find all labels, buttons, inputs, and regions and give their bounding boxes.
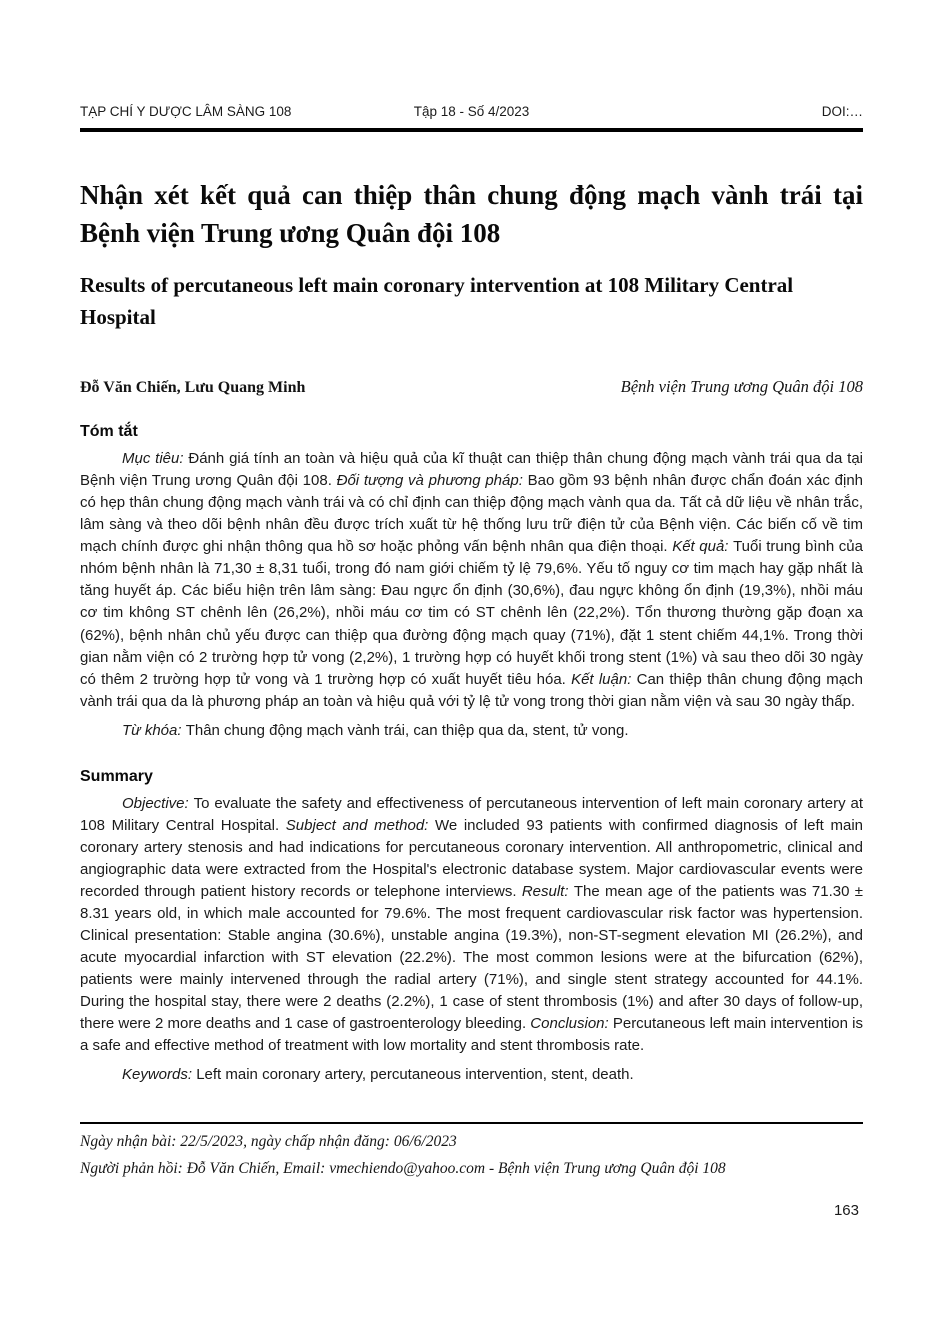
header-rule (80, 128, 863, 132)
affiliation: Bệnh viện Trung ương Quân đội 108 (620, 377, 863, 397)
received-accepted-dates: Ngày nhận bài: 22/5/2023, ngày chấp nhận đăng: 06/6/2023 (80, 1132, 457, 1150)
page-number: 163 (833, 1202, 859, 1219)
doi-label: DOI:… (821, 104, 863, 119)
abstract-heading-english: Summary (80, 767, 153, 785)
corresponding-author-line: Người phản hồi: Đỗ Văn Chiến, Email: vmechiendo@yahoo.com - Bệnh viện Trung ương Quân đội 108 (80, 1159, 726, 1177)
byline (80, 377, 863, 397)
abstract-vietnamese-text: Mục tiêu: Đánh giá tính an toàn và hiệu quả của kĩ thuật can thiệp thân chung động mạch vành trái qua da tại Bệnh viện Trung ương Quân đội 108. Đối tượng và phương pháp: Bao gồm 93 bệnh nhân được chẩn đoán xác định có hẹp thân chung động mạch vành trái và có chỉ định can thiệp động mạch vành qua da. Tất cả dữ liệu về nhân trắc, lâm sàng và theo dõi bệnh nhân đều được trích xuất từ hệ thống lưu trữ điện tử của Bệnh viện. Các biến cố về tim mạch chính được ghi nhận thông qua hồ sơ hoặc phỏng vấn bệnh nhân qua điện thoại. Kết quả: Tuổi trung bình của nhóm bệnh nhân là 71,30 ± 8,31 tuổi, trong đó nam giới chiếm tỷ lệ 79,6%. Yếu tố nguy cơ tim mạch hay gặp nhất là tăng huyết áp. Các biểu hiện trên lâm sàng: Đau ngực ổn định (30,6%), đau ngực không ổn định (19,3%), nhồi máu cơ tim không ST chênh lên (26,2%), nhồi máu cơ tim có ST chênh lên (22,2%). Tổn thương thường gặp đoạn xa (62%), bệnh nhân chủ yếu được can thiệp qua đường động mạch quay (71%), đặt 1 stent chiếm 44,1%. Trong thời gian nằm viện có 2 trường hợp tử vong (2,2%), 1 trường hợp có huyết khối trong stent (1%) và sau theo dõi 30 ngày có thêm 2 trường hợp tử vong và 1 trường hợp có xuất huyết tiêu hóa. Kết luận: Can thiệp thân chung động mạch vành trái qua da là phương pháp an toàn và hiệu quả với tỷ lệ tử vong trong thời gian nằm viện và sau 30 ngày thấp. (80, 450, 864, 710)
article-title-english: Results of percutaneous left main coronary intervention at 108 Military Central Hospital (80, 273, 794, 329)
keywords-vietnamese: Từ khóa: Thân chung động mạch vành trái, can thiệp qua da, stent, tử vong. (122, 721, 629, 739)
abstract-english-text: Objective: To evaluate the safety and effectiveness of percutaneous intervention of left main coronary artery at 108 Military Central Hospital. Subject and method: We included 93 patients with confirmed diagnosis of left main coronary artery stenosis and had indications for percutaneous coronary intervention. All anthropometric, clinical and angiographic data were extracted from the Hospital's electronic database system. Major cardiovascular events were recorded through patient history records or telephone interviews. Result: The mean age of the patients was 71.30 ± 8.31 years old, in which male accounted for 79.6%. The most frequent cardiovascular risk factor was hypertension. Clinical presentation: Stable angina (30.6%), unstable angina (19.3%), non-ST-segment elevation MI (26.2%), and acute myocardial infarction with ST elevation (22.2%). The most common lesions were at the bifurcation (62%), patients were mainly intervened through the radial artery (71%), and single stent strategy accounted for 44.1%. During the hospital stay, there were 2 deaths (2.2%), 1 case of stent thrombosis (1%) and after 30 days of follow-up, there were 2 more deaths and 1 case of gastroenterology bleeding. Conclusion: Percutaneous left main intervention is a safe and effective method of treatment with low mortality and stent thrombosis rate. (80, 794, 863, 1055)
article-title-vietnamese: Nhận xét kết quả can thiệp thân chung động mạch vành trái tại Bệnh viện Trung ương Quân đội 108 (80, 179, 863, 248)
journal-name: TẠP CHÍ Y DƯỢC LÂM SÀNG 108 (80, 104, 292, 119)
abstract-heading-vietnamese: Tóm tắt (80, 423, 138, 441)
authors: Đỗ Văn Chiến, Lưu Quang Minh (80, 379, 306, 397)
issue-info: Tập 18 - Số 4/2023 (413, 104, 530, 119)
footnote-rule (80, 1122, 863, 1124)
page-header (80, 104, 863, 119)
keywords-english: Keywords: Left main coronary artery, percutaneous intervention, stent, death. (122, 1066, 634, 1084)
